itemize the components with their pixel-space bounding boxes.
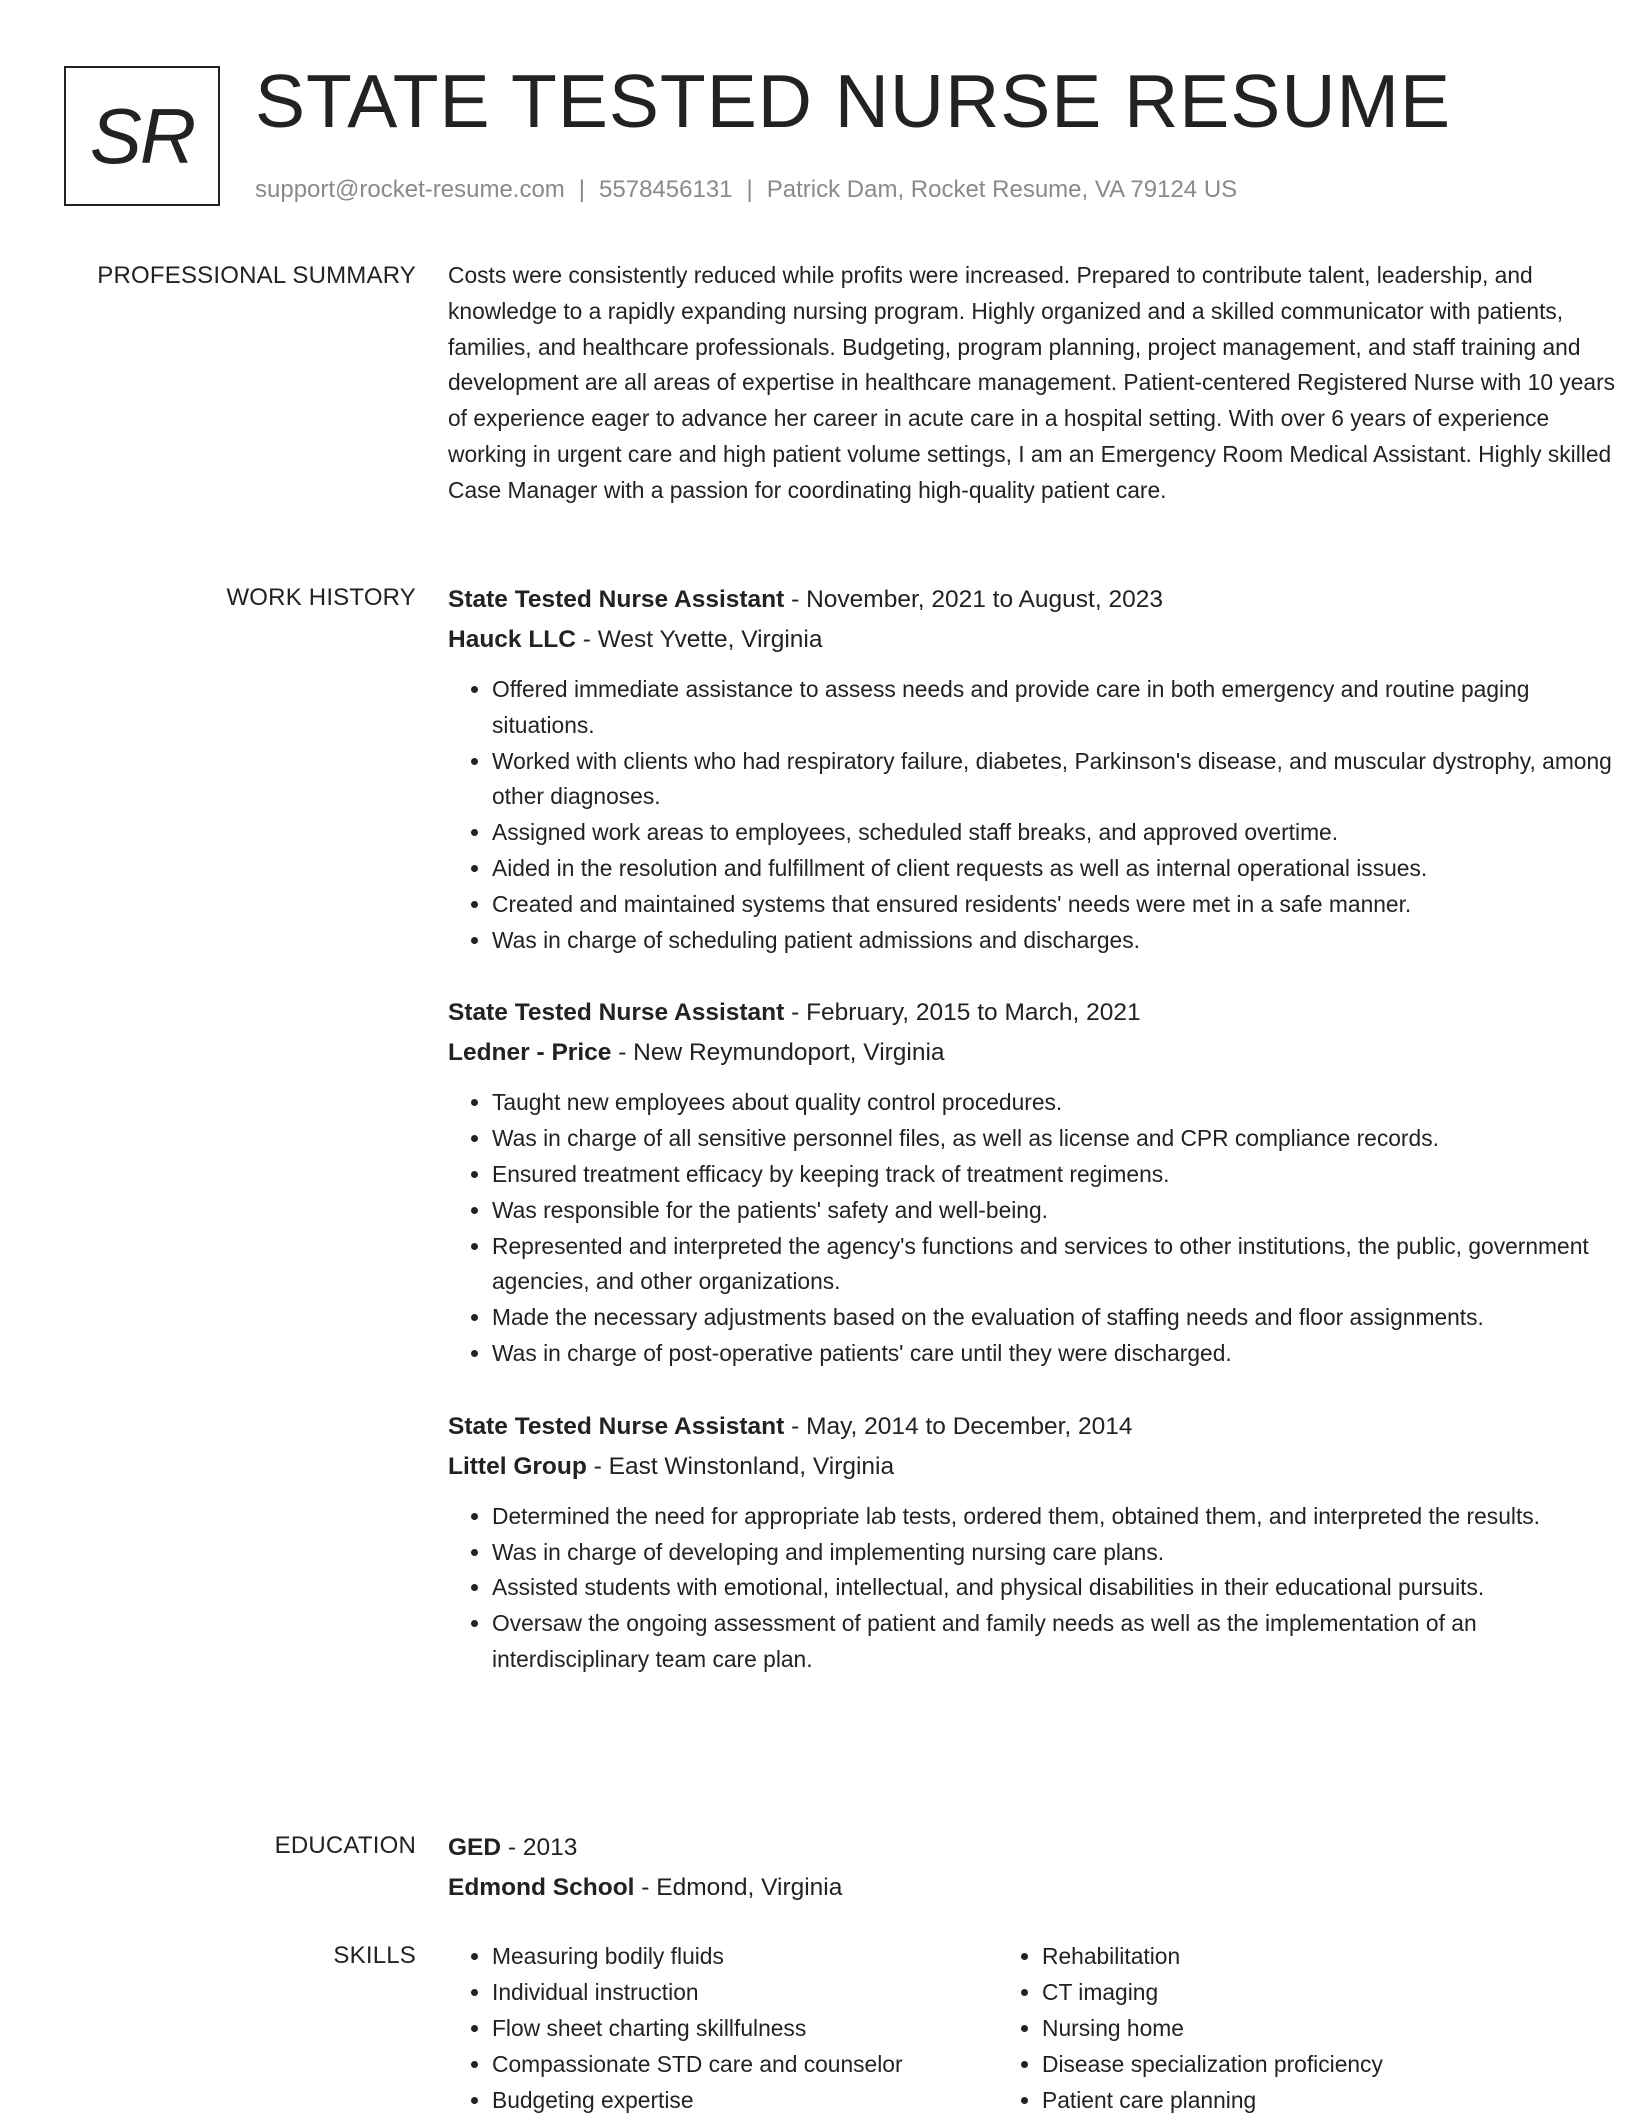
job-bullet: • Oversaw the ongoing assessment of patient and family needs as well as the implementation of an interdisciplinary team care plan.	[492, 1606, 1618, 1678]
job-company: Hauck LLC	[448, 626, 576, 653]
job-company: Littel Group	[448, 1452, 587, 1480]
education-degree: GED	[448, 1834, 502, 1861]
job-bullet: • Was in charge of all sensitive personnel files, as well as license and CPR compliance records.	[492, 1121, 1618, 1157]
contact-address: Patrick Dam, Rocket Resume, VA 79124 US	[766, 176, 1238, 203]
resume-header	[64, 59, 1564, 212]
education-degree-line	[448, 1828, 1618, 1868]
skills-list-left	[448, 1938, 998, 2118]
summary-label: PROFESSIONAL SUMMARY	[97, 262, 416, 289]
job-dates: - February, 2015 to March, 2021	[784, 999, 1141, 1027]
job-bullet: • Was in charge of developing and implementing nursing care plans.	[492, 1535, 1618, 1571]
contact-separator: |	[746, 176, 753, 203]
job-location: - East Winstonland, Virginia	[586, 1452, 895, 1480]
skill-item: • Rehabilitation	[1042, 1938, 1548, 1974]
skill-item: • Flow sheet charting skillfulness	[492, 2010, 998, 2046]
education-label: EDUCATION	[274, 1832, 416, 1859]
education-location: - Edmond, Virginia	[634, 1874, 843, 1901]
job-location: - West Yvette, Virginia	[575, 626, 823, 653]
job-bullet: • Represented and interpreted the agency's functions and services to other institutions, the public, government agencies, and other organizations.	[492, 1229, 1618, 1301]
skill-item: • Nursing home	[1042, 2010, 1548, 2046]
resume-title: STATE TESTED NURSE RESUME	[255, 59, 1451, 143]
skill-item: • Individual instruction	[492, 1974, 998, 2010]
education-school-line	[448, 1868, 1618, 1908]
job-bullet: • Offered immediate assistance to assess needs and provide care in both emergency and routine paging situations.	[492, 672, 1618, 744]
job-location: - New Reymundoport, Virginia	[611, 1039, 945, 1067]
job-bullet: • Assisted students with emotional, intellectual, and physical disabilities in their educational pursuits.	[492, 1570, 1618, 1606]
contact-separator: |	[578, 176, 586, 203]
monogram-badge: SR	[64, 66, 220, 206]
job-bullets	[448, 1499, 1618, 1678]
job-bullet: • Assigned work areas to employees, scheduled staff breaks, and approved overtime.	[492, 815, 1618, 851]
skills-label: SKILLS	[333, 1942, 416, 1969]
skill-item: • Patient care planning	[1042, 2082, 1548, 2118]
job-title: State Tested Nurse Assistant	[448, 586, 785, 613]
job-bullet: • Determined the need for appropriate lab tests, ordered them, obtained them, and interpreted the results.	[492, 1499, 1618, 1535]
job-title-line	[448, 580, 1618, 620]
skill-item: • Budgeting expertise	[492, 2082, 998, 2118]
work-history-label: WORK HISTORY	[226, 584, 416, 611]
skills-list-right	[998, 1938, 1548, 2118]
job-bullet: • Taught new employees about quality control procedures.	[492, 1085, 1618, 1121]
job-bullet: • Made the necessary adjustments based on the evaluation of staffing needs and floor assignments.	[492, 1300, 1618, 1336]
job-bullet: • Was responsible for the patients' safety and well-being.	[492, 1193, 1618, 1229]
job-bullet: • Aided in the resolution and fulfillment of client requests as well as internal operational issues.	[492, 851, 1618, 887]
job-company-line	[448, 1033, 1618, 1073]
jobs-list	[448, 580, 1618, 1713]
job-company-line	[448, 1447, 1618, 1487]
job-bullet: • Worked with clients who had respiratory failure, diabetes, Parkinson's disease, and muscular dystrophy, among other diagnoses.	[492, 744, 1618, 816]
job-bullets	[448, 672, 1618, 958]
job-company: Ledner - Price	[448, 1039, 612, 1067]
contact-email: support@rocket-resume.com	[255, 176, 565, 203]
job-dates: - May, 2014 to December, 2014	[784, 1412, 1133, 1440]
job-dates: - November, 2021 to August, 2023	[784, 586, 1163, 613]
skill-item: • Compassionate STD care and counselor	[492, 2046, 998, 2082]
job-bullet: • Was in charge of scheduling patient admissions and discharges.	[492, 923, 1618, 959]
job-title: State Tested Nurse Assistant	[448, 1412, 785, 1440]
contact-phone: 5578456131	[599, 176, 733, 203]
skill-item: • Disease specialization proficiency	[1042, 2046, 1548, 2082]
job-bullet: • Ensured treatment efficacy by keeping track of treatment regimens.	[492, 1157, 1618, 1193]
job-title-line	[448, 993, 1618, 1033]
job-entry	[448, 993, 1618, 1371]
job-entry	[448, 1407, 1618, 1678]
skill-item: • CT imaging	[1042, 1974, 1548, 2010]
contact-line	[255, 176, 1237, 204]
job-bullet: • Created and maintained systems that ensured residents' needs were met in a safe manner.	[492, 887, 1618, 923]
job-entry	[448, 580, 1618, 958]
job-bullet: • Was in charge of post-operative patients' care until they were discharged.	[492, 1336, 1618, 1372]
job-bullets	[448, 1085, 1618, 1371]
skill-item: • Measuring bodily fluids	[492, 1938, 998, 1974]
job-title: State Tested Nurse Assistant	[448, 999, 785, 1027]
summary-text: Costs were consistently reduced while profits were increased. Prepared to contribute talent, leadership, and knowledge to a rapidly expanding nursing program. Highly organized and a skilled communicator with patients, families, and healthcare professionals. Budgeting, program planning, project management, and staff training and development are all areas of expertise in healthcare management. Patient-centered Registered Nurse with 10 years of experience eager to advance her career in acute care in a hospital setting. With over 6 years of experience working in urgent care and high patient volume settings, I am an Emergency Room Medical Assistant. Highly skilled Case Manager with a passion for coordinating high-quality patient care.	[448, 262, 1616, 503]
job-title-line	[448, 1407, 1618, 1447]
job-company-line	[448, 620, 1618, 660]
education-year: - 2013	[501, 1834, 578, 1861]
education-school: Edmond School	[448, 1874, 635, 1901]
